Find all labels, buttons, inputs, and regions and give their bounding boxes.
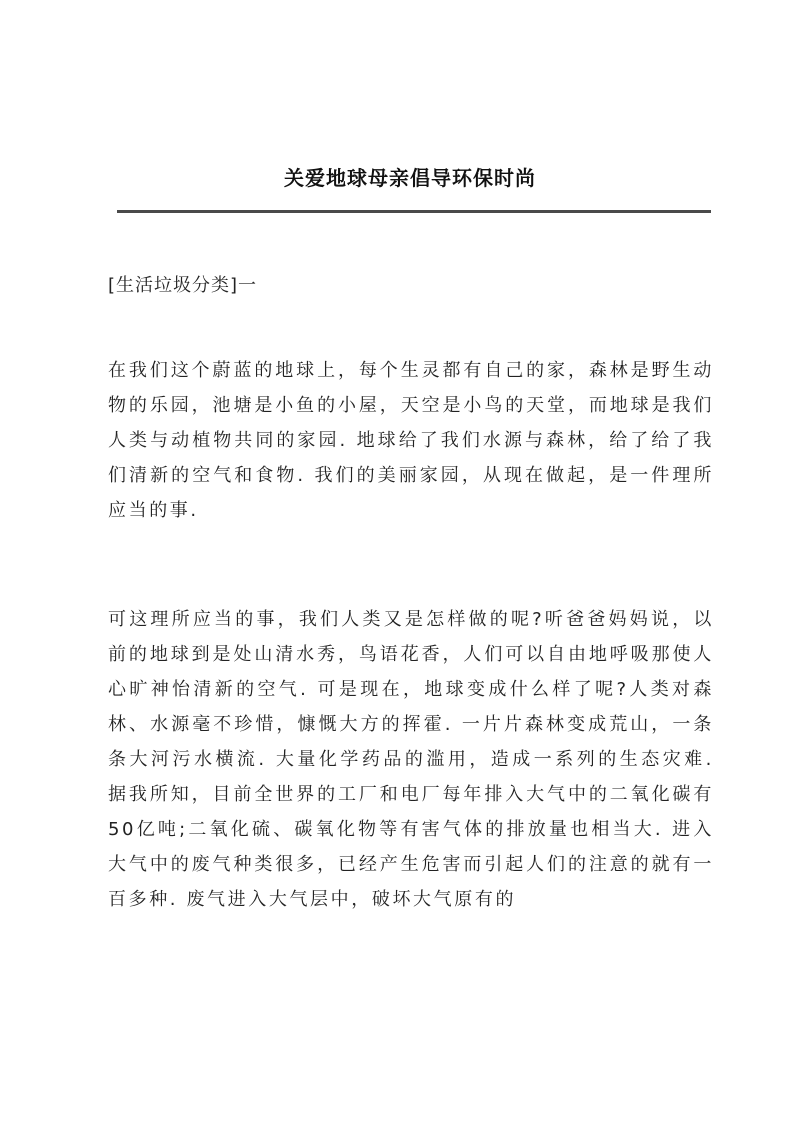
body-paragraph-2: 可这理所应当的事，我们人类又是怎样做的呢?听爸爸妈妈说，以前的地球到是处山清水秀，鸟语花香，人们可以自由地呼吸那使人心旷神怡清新的空气. 可是现在，地球变成什么样了呢?人类对森林、水源毫不珍惜，慷慨大方的挥霍. 一片片森林变成荒山，一条条大河污水横流. 大量化学药品的滥用，造成一系列的生态灾难. 据我所知，目前全世界的工厂和电厂每年排入大气中的二氧化碳有50亿吨;二氧化硫、碳氧化物等有害气体的排放量也相当大. 进入大气中的废气种类很多，已经产生危害而引起人们的注意的就有一百多种. 废气进入大气层中，破坏大气原有的 [108, 609, 714, 910]
section-heading: [生活垃圾分类]一 [108, 275, 258, 296]
title-underline-divider [117, 210, 711, 213]
document-title: 关爱地球母亲倡导环保时尚 [284, 166, 536, 190]
body-paragraph-1: 在我们这个蔚蓝的地球上，每个生灵都有自己的家，森林是野生动物的乐园，池塘是小鱼的小屋，天空是小鸟的天堂，而地球是我们人类与动植物共同的家园. 地球给了我们水源与森林，给了给了我们清新的空气和食物. 我们的美丽家园，从现在做起，是一件理所应当的事. [108, 360, 714, 521]
